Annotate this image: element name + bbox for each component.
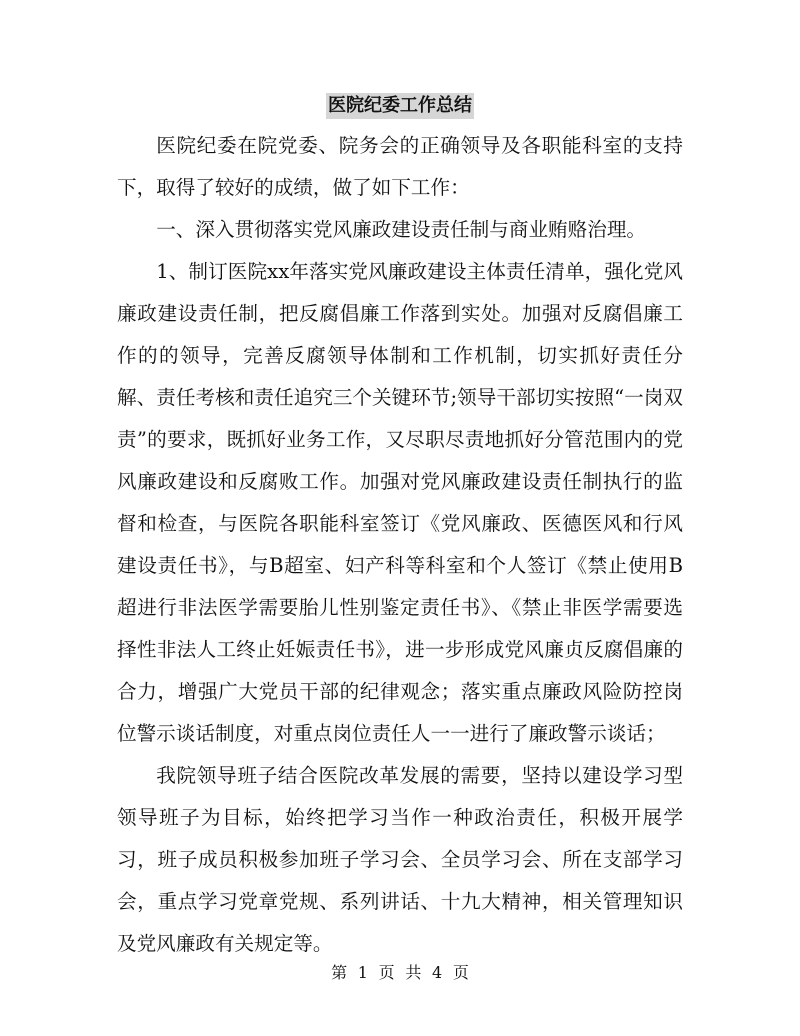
title-wrapper (0, 93, 800, 119)
paragraph-leadership-study: 我院领导班子结合医院改革发展的需要，坚持以建设学习型领导班子为目标，始终把学习当作一种政治责任，积极开展学习，班子成员积极参加班子学习会、全员学习会、所在支部学习会，重点学习党章党规、系列讲话、十九大精神，相关管理知识及党风廉政有关规定等。 (117, 764, 683, 955)
paragraph-section-heading: 一、深入贯彻落实党风廉政建设责任制与商业贿赂治理。 (156, 218, 647, 241)
document-body (117, 125, 683, 965)
page-footer: 第 1 页 共 4 页 (331, 963, 469, 982)
document-title: 医院纪委工作总结 (326, 93, 474, 119)
paragraph-item-1: 1、制订医院xx年落实党风廉政建设主体责任清单，强化党风廉政建设责任制，把反腐倡廉工作落到实处。加强对反腐倡廉工作的的领导，完善反腐领导体制和工作机制，切实抓好责任分解、责任考核和责任追究三个关键环节;领导干部切实按照“一岗双责”的要求，既抓好业务工作，又尽职尽责地抓好分管范围内的党风廉政建设和反腐败工作。加强对党风廉政建设责任制执行的监督和检查，与医院各职能科室签订《党风廉政、医德医风和行风建设责任书》，与B超室、妇产科等科室和个人签订《禁止使用B超进行非法医学需要胎儿性别鉴定责任书》、《禁止非医学需要选择性非法人工终止妊娠责任书》，进一步形成党风廉贞反腐倡廉的合力，增强广大党员干部的纪律观念；落实重点廉政风险防控岗位警示谈话制度，对重点岗位责任人一一进行了廉政警示谈话； (117, 260, 683, 745)
paragraph-intro: 医院纪委在院党委、院务会的正确领导及各职能科室的支持下，取得了较好的成绩，做了如下工作： (117, 134, 683, 199)
